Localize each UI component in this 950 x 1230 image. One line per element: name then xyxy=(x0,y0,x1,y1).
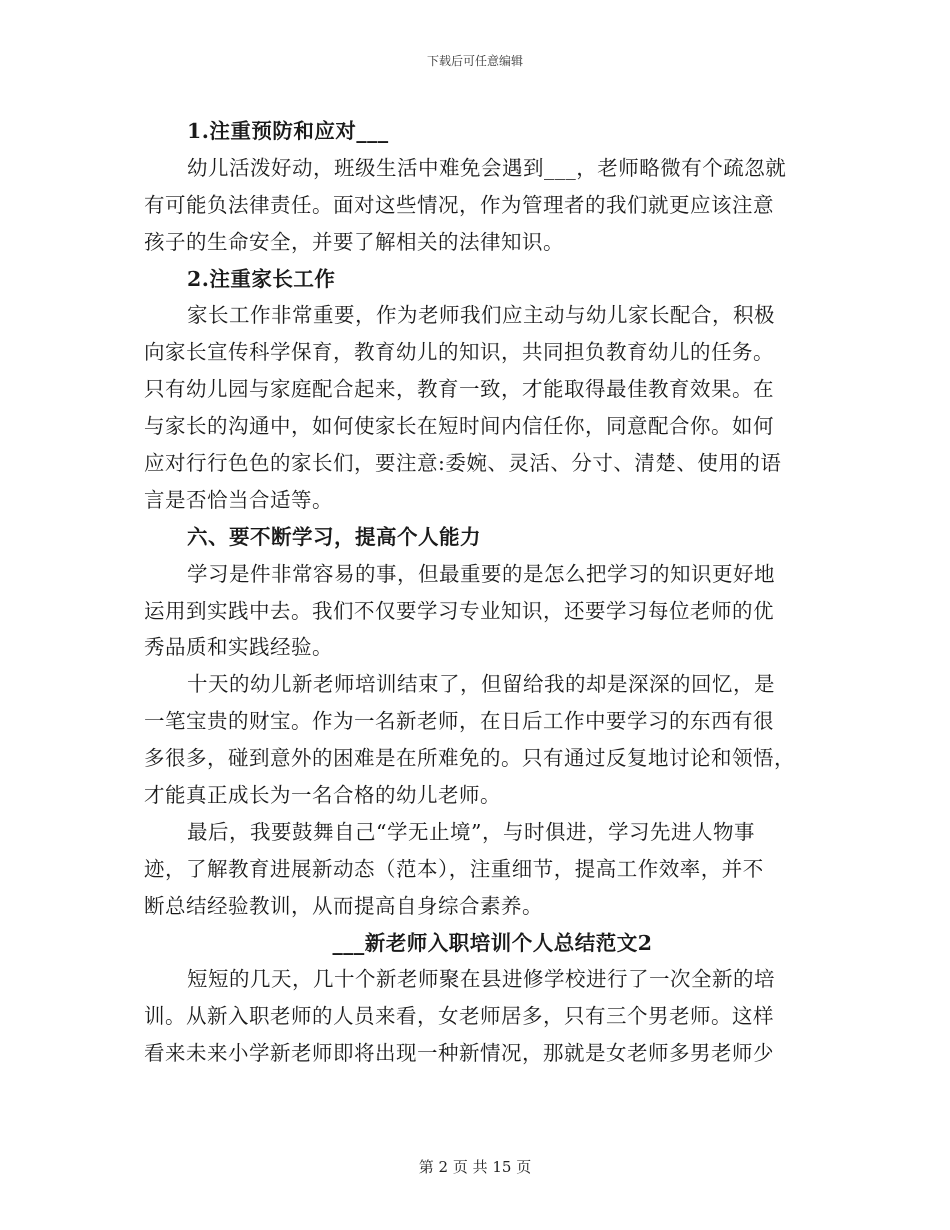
page-header: 下载后可任意编辑 xyxy=(426,54,523,68)
text-line: 幼儿活泼好动，班级生活中难免会遇到___，老师略微有个疏忽就 xyxy=(187,155,787,180)
paragraph xyxy=(144,961,806,1072)
paragraph xyxy=(144,297,806,518)
paragraph xyxy=(144,556,806,667)
text-line: 孩子的生命安全，并要了解相关的法律知识。 xyxy=(144,229,564,254)
paragraph xyxy=(144,814,806,925)
text-line: 看来未来小学新老师即将出现一种新情况，那就是女老师多男老师少 xyxy=(144,1041,774,1066)
text-line: 断总结经验教训，从而提高自身综合素养。 xyxy=(144,893,543,918)
text-line: 向家长宣传科学保育，教育幼儿的知识，共同担负教育幼儿的任务。 xyxy=(144,340,774,365)
text-line: 迹，了解教育进展新动态（范本），注重细节，提高工作效率，并不 xyxy=(144,856,764,881)
text-line: 与家长的沟通中，如何使家长在短时间内信任你，同意配合你。如何 xyxy=(144,414,774,439)
section-heading: 2.注重家长工作 xyxy=(187,266,336,291)
text-line: 只有幼儿园与家庭配合起来，教育一致，才能取得最佳教育效果。在 xyxy=(144,377,774,402)
text-line: 秀品质和实践经验。 xyxy=(144,635,333,660)
page-number: 第 2 页 共 15 页 xyxy=(418,1158,532,1176)
text-line: 才能真正成长为一名合格的幼儿老师。 xyxy=(144,783,501,808)
section-heading: 1.注重预防和应对___ xyxy=(187,119,389,143)
text-line: 短短的几天，几十个新老师聚在县进修学校进行了一次全新的培 xyxy=(187,967,775,992)
section-heading: 六、要不断学习，提高个人能力 xyxy=(187,524,481,549)
text-line: 学习是件非常容易的事，但最重要的是怎么把学习的知识更好地 xyxy=(187,561,775,586)
text-line: 运用到实践中去。我们不仅要学习专业知识，还要学习每位老师的优 xyxy=(144,598,774,623)
text-line: 最后，我要鼓舞自己“学无止境”，与时俱进，学习先进人物事 xyxy=(187,819,755,844)
paragraph xyxy=(144,666,806,814)
paragraph xyxy=(144,150,806,261)
text-line: 训。从新入职老师的人员来看，女老师居多，只有三个男老师。这样 xyxy=(144,1004,774,1029)
document-body xyxy=(144,113,806,1072)
text-line: 言是否恰当合适等。 xyxy=(144,487,333,512)
text-line: 十天的幼儿新老师培训结束了，但留给我的却是深深的回忆，是 xyxy=(187,672,775,697)
text-line: 有可能负法律责任。面对这些情况，作为管理者的我们就更应该注意 xyxy=(144,192,774,217)
text-line: 应对行行色色的家长们，要注意:委婉、灵活、分寸、清楚、使用的语 xyxy=(144,451,782,476)
text-line: 多很多，碰到意外的困难是在所难免的。只有通过反复地讨论和领悟， xyxy=(144,746,795,771)
article-title: ___新老师入职培训个人总结范文2 xyxy=(332,930,653,955)
text-line: 家长工作非常重要，作为老师我们应主动与幼儿家长配合，积极 xyxy=(187,303,775,328)
text-line: 一笔宝贵的财宝。作为一名新老师，在日后工作中要学习的东西有很 xyxy=(144,709,774,734)
